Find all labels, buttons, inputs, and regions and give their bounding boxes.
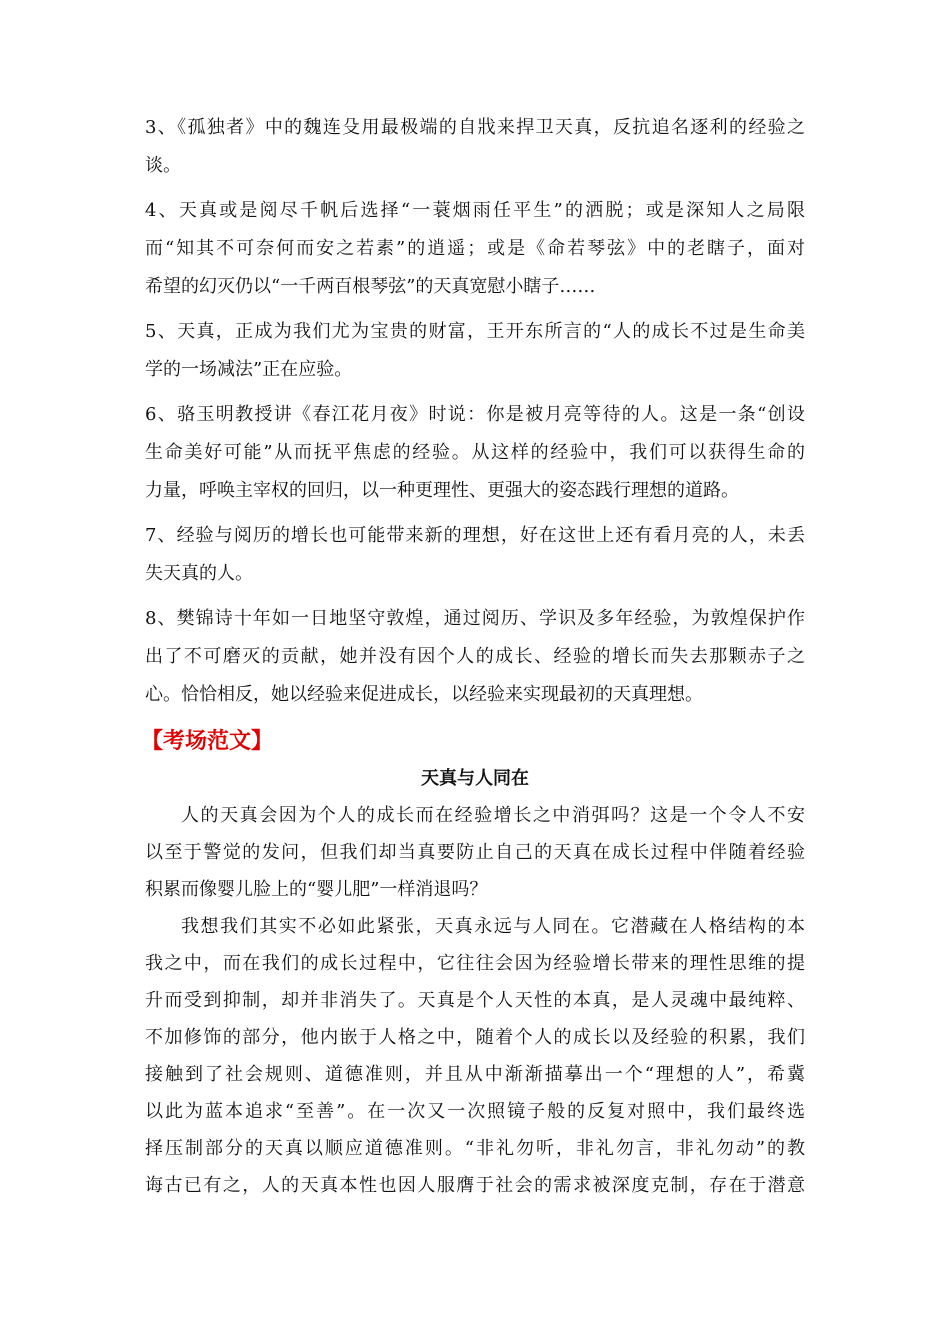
point-7 [145,517,805,593]
points-list [145,109,805,714]
model-essay [145,761,805,1204]
document-page [141,109,805,1204]
text-line: 6、骆玉明教授讲《春江花月夜》时说：你是被月亮等待的人。这是一条“创设 [145,404,805,425]
text-line: 8、樊锦诗十年如一日地坚守敦煌，通过阅历、学识及多年经验，为敦煌保护作 [145,608,805,629]
text-line: 学的一场减法”正在应验。 [145,359,353,380]
essay-paragraph [145,797,805,908]
point-4 [145,192,805,306]
text-line: 诲古已有之，人的天真本性也因人服膺于社会的需求被深度克制，存在于潜意 [145,1175,805,1196]
point-3 [145,109,805,185]
text-line: 希望的幻灭仍以“一千两百根琴弦”的天真宽慰小瞎子…… [145,276,596,297]
text-line: 不加修饰的部分，他内嵌于人格之中，随着个人的成长以及经验的积累，我们 [145,1027,805,1048]
text-line: 失天真的人。 [145,563,253,584]
point-6 [145,396,805,510]
point-8 [145,600,805,714]
text-line: 心。恰恰相反，她以经验来促进成长，以经验来实现最初的天真理想。 [145,684,703,705]
text-line: 4、天真或是阅尽千帆后选择“一蓑烟雨任平生”的洒脱；或是深知人之局限 [145,200,805,221]
text-line: 谈。 [145,155,181,176]
point-5 [145,313,805,389]
text-line: 我想我们其实不必如此紧张，天真永远与人同在。它潜藏在人格结构的本 [181,916,805,937]
essay-title: 天真与人同在 [421,768,529,789]
text-line: 而“知其不可奈何而安之若素”的逍遥；或是《命若琴弦》中的老瞎子，面对 [145,238,805,259]
text-line: 3、《孤独者》中的魏连殳用最极端的自戕来捍卫天真，反抗追名逐利的经验之 [145,117,805,138]
section-heading: 【考场范文】 [141,728,274,754]
text-line: 积累而像婴儿脸上的“婴儿肥”一样消退吗？ [145,879,488,900]
text-line: 以至于警觉的发问，但我们却当真要防止自己的天真在成长过程中伴随着经验 [145,842,805,863]
text-line: 升而受到抑制，却并非消失了。天真是个人天性的本真，是人灵魂中最纯粹、 [145,990,805,1011]
text-line: 我之中，而在我们的成长过程中，它往往会因为经验增长带来的理性思维的提 [145,953,805,974]
text-line: 力量，呼唤主宰权的回归，以一种更理性、更强大的姿态践行理想的道路。 [145,480,739,501]
essay-paragraph [145,908,805,1204]
text-line: 接触到了社会规则、道德准则，并且从中渐渐描摹出一个“理想的人”，希冀 [145,1064,805,1085]
text-line: 生命美好可能”从而抚平焦虑的经验。从这样的经验中，我们可以获得生命的 [145,442,805,463]
text-line: 以此为蓝本追求“至善”。在一次又一次照镜子般的反复对照中，我们最终选 [145,1101,805,1122]
text-line: 出了不可磨灭的贡献，她并没有因个人的成长、经验的增长而失去那颗赤子之 [145,646,805,667]
text-line: 人的天真会因为个人的成长而在经验增长之中消弭吗？这是一个令人不安 [181,805,805,826]
text-line: 择压制部分的天真以顺应道德准则。“非礼勿听，非礼勿言，非礼勿动”的教 [145,1138,805,1159]
text-line: 5、天真，正成为我们尤为宝贵的财富，王开东所言的“人的成长不过是生命美 [145,321,805,342]
text-line: 7、经验与阅历的增长也可能带来新的理想，好在这世上还有看月亮的人，未丢 [145,525,805,546]
